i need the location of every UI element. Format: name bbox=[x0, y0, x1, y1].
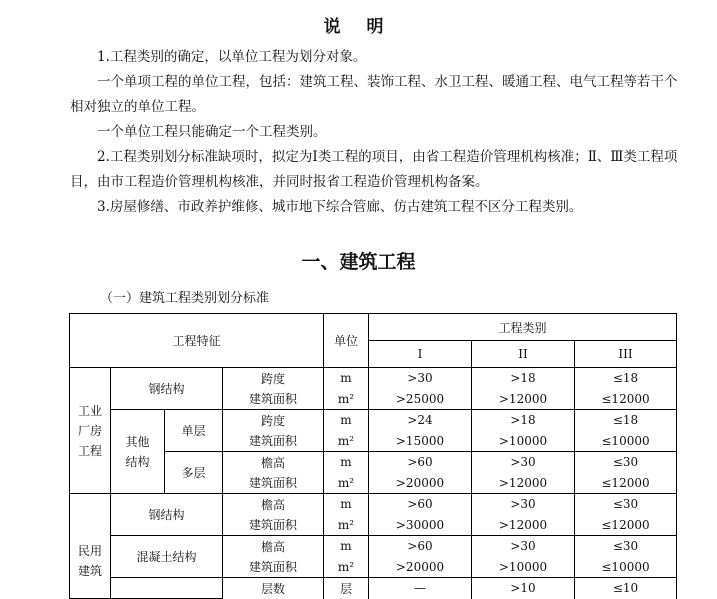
classification-table bbox=[69, 313, 677, 599]
class1-cell: — bbox=[369, 578, 472, 599]
param-cell: 跨度 bbox=[223, 368, 324, 389]
param-cell: 檐高 bbox=[223, 452, 324, 473]
struct-steel-civil: 钢结构 bbox=[111, 494, 223, 536]
class3-cell: ≤30 bbox=[575, 494, 677, 515]
class1-cell: >60 bbox=[369, 452, 472, 473]
class1-cell: >60 bbox=[369, 536, 472, 557]
param-cell: 建筑面积 bbox=[223, 473, 324, 494]
unit-cell: m² bbox=[324, 389, 369, 410]
class1-cell: >60 bbox=[369, 494, 472, 515]
struct-continued bbox=[111, 578, 223, 599]
class2-cell: >12000 bbox=[472, 389, 575, 410]
unit-cell: m² bbox=[324, 557, 369, 578]
unit-cell: m² bbox=[324, 431, 369, 452]
param-cell: 跨度 bbox=[223, 410, 324, 431]
class2-cell: >10 bbox=[472, 578, 575, 599]
class2-cell: >18 bbox=[472, 410, 575, 431]
class2-cell: >30 bbox=[472, 494, 575, 515]
paragraph-3: 一个单位工程只能确定一个工程类别。 bbox=[97, 124, 327, 140]
class3-cell: ≤30 bbox=[575, 452, 677, 473]
paragraph-2: 一个单项工程的单位工程，包括：建筑工程、装饰工程、水卫工程、暖通工程、电气工程等若干个相对独立的单位工程。 bbox=[70, 74, 678, 115]
param-cell: 檐高 bbox=[223, 494, 324, 515]
param-cell: 建筑面积 bbox=[223, 515, 324, 536]
param-cell: 建筑面积 bbox=[223, 557, 324, 578]
unit-cell: m² bbox=[324, 473, 369, 494]
class1-cell: >20000 bbox=[369, 473, 472, 494]
header-category: 工程类别 bbox=[369, 314, 677, 341]
unit-cell: 层 bbox=[324, 578, 369, 599]
class1-cell: >30000 bbox=[369, 515, 472, 536]
class3-cell: ≤12000 bbox=[575, 515, 677, 536]
header-class-2: II bbox=[472, 341, 575, 368]
class3-cell: ≤10 bbox=[575, 578, 677, 599]
class3-cell: ≤12000 bbox=[575, 389, 677, 410]
class2-cell: >12000 bbox=[472, 473, 575, 494]
struct-steel: 钢结构 bbox=[111, 368, 223, 410]
unit-cell: m bbox=[324, 536, 369, 557]
class1-cell: >25000 bbox=[369, 389, 472, 410]
paragraph-5: 3.房屋修缮、市政养护维修、城市地下综合管廊、仿古建筑工程不区分工程类别。 bbox=[97, 199, 583, 215]
class1-cell: >15000 bbox=[369, 431, 472, 452]
param-cell: 层数 bbox=[223, 578, 324, 599]
struct-other: 其他结构 bbox=[111, 410, 165, 494]
paragraph-4: 2.工程类别划分标准缺项时，拟定为Ⅰ类工程的项目，由省工程造价管理机构核准；Ⅱ、Ⅲ类工程项目，由市工程造价管理机构核准，并同时报省工程造价管理机构备案。 bbox=[70, 149, 678, 190]
page-title: 说 明 bbox=[323, 17, 394, 37]
group-industrial: 工业厂房工程 bbox=[70, 368, 111, 494]
paragraph-1: 1.工程类别的确定，以单位工程为划分对象。 bbox=[97, 49, 367, 65]
unit-cell: m² bbox=[324, 515, 369, 536]
struct-concrete: 混凝土结构 bbox=[111, 536, 223, 578]
class2-cell: >30 bbox=[472, 536, 575, 557]
header-feature: 工程特征 bbox=[70, 314, 324, 368]
class1-cell: >30 bbox=[369, 368, 472, 389]
unit-cell: m bbox=[324, 410, 369, 431]
class1-cell: >24 bbox=[369, 410, 472, 431]
param-cell: 建筑面积 bbox=[223, 431, 324, 452]
group-civil: 民用建筑 bbox=[70, 494, 111, 599]
class2-cell: >12000 bbox=[472, 515, 575, 536]
subsection-title: （一）建筑工程类别划分标准 bbox=[100, 291, 270, 306]
header-unit: 单位 bbox=[324, 314, 369, 368]
struct-single: 单层 bbox=[165, 410, 223, 452]
class3-cell: ≤30 bbox=[575, 536, 677, 557]
class3-cell: ≤18 bbox=[575, 368, 677, 389]
unit-cell: m bbox=[324, 494, 369, 515]
class3-cell: ≤18 bbox=[575, 410, 677, 431]
param-cell: 建筑面积 bbox=[223, 389, 324, 410]
param-cell: 檐高 bbox=[223, 536, 324, 557]
unit-cell: m bbox=[324, 452, 369, 473]
class3-cell: ≤10000 bbox=[575, 557, 677, 578]
class3-cell: ≤10000 bbox=[575, 431, 677, 452]
struct-multi: 多层 bbox=[165, 452, 223, 494]
class2-cell: >18 bbox=[472, 368, 575, 389]
header-class-3: III bbox=[575, 341, 677, 368]
class1-cell: >20000 bbox=[369, 557, 472, 578]
class2-cell: >10000 bbox=[472, 557, 575, 578]
class2-cell: >30 bbox=[472, 452, 575, 473]
class2-cell: >10000 bbox=[472, 431, 575, 452]
unit-cell: m bbox=[324, 368, 369, 389]
class3-cell: ≤12000 bbox=[575, 473, 677, 494]
section-title: 一、建筑工程 bbox=[301, 251, 416, 273]
header-class-1: I bbox=[369, 341, 472, 368]
